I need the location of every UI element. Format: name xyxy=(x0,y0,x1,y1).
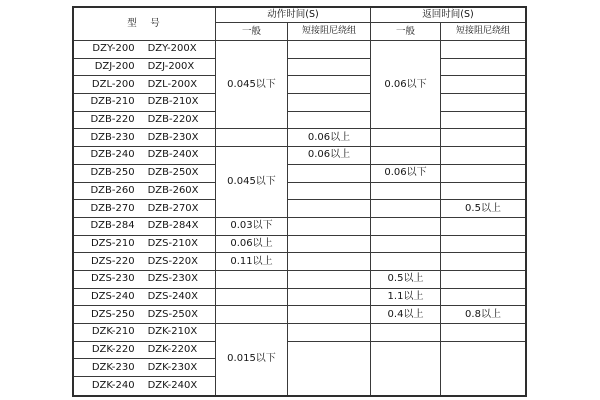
model-name-base: DZB-250 xyxy=(90,167,135,179)
header-action-general: 一般 xyxy=(216,23,288,41)
cell-action-general-r14 xyxy=(216,271,288,289)
cell-action-short-damping-r13 xyxy=(288,253,371,271)
model-name-base: DZB-284 xyxy=(90,220,135,232)
cell-return-short-damping-r8 xyxy=(441,165,525,183)
model-name-x: DZS-230X xyxy=(147,273,199,285)
cell-return-general-r18 xyxy=(371,342,441,395)
cell-return-general-r8: 0.06以下 xyxy=(371,165,441,183)
model-cell-r18 xyxy=(74,342,216,360)
cell-return-general-r13 xyxy=(371,253,441,271)
cell-action-short-damping-r15 xyxy=(288,289,371,307)
model-name-base: DZB-260 xyxy=(90,184,135,196)
cell-action-short-damping-r17 xyxy=(288,324,371,342)
cell-return-general-r9 xyxy=(371,183,441,201)
model-name-base: DZK-240 xyxy=(91,379,135,391)
cell-return-short-damping-r11 xyxy=(441,218,525,236)
model-cell-r8 xyxy=(74,165,216,183)
model-cell-r1 xyxy=(74,41,216,59)
cell-return-general-r10 xyxy=(371,200,441,218)
cell-return-general-r17 xyxy=(371,324,441,342)
cell-action-short-damping-r18 xyxy=(288,342,371,395)
model-cell-r3 xyxy=(74,76,216,94)
model-name-x: DZB-270X xyxy=(147,202,199,214)
model-name-x: DZS-220X xyxy=(147,255,199,267)
cell-return-short-damping-r2 xyxy=(441,59,525,77)
cell-action-general-r16 xyxy=(216,306,288,324)
cell-return-short-damping-r1 xyxy=(441,41,525,59)
model-name-base: DZS-230 xyxy=(90,273,135,285)
cell-action-general-r1: 0.045以下 xyxy=(216,41,288,129)
cell-return-general-r1: 0.06以下 xyxy=(371,41,441,129)
cell-return-short-damping-r10: 0.5以上 xyxy=(441,200,525,218)
header-return-time: 返回时间(S) xyxy=(371,8,525,23)
cell-action-general-r7: 0.045以下 xyxy=(216,147,288,218)
model-name-x: DZB-250X xyxy=(147,167,199,179)
model-name-x: DZK-230X xyxy=(147,361,198,373)
model-name-x: DZB-260X xyxy=(147,184,199,196)
model-cell-r7 xyxy=(74,147,216,165)
model-cell-r11 xyxy=(74,218,216,236)
model-name-x: DZB-210X xyxy=(147,96,199,108)
model-name-base: DZJ-200 xyxy=(94,61,135,73)
cell-action-short-damping-r9 xyxy=(288,183,371,201)
cell-return-short-damping-r18 xyxy=(441,342,525,395)
model-name-x: DZY-200X xyxy=(147,43,197,55)
cell-action-general-r12: 0.06以上 xyxy=(216,236,288,254)
model-cell-r19 xyxy=(74,359,216,377)
model-cell-r5 xyxy=(74,112,216,130)
cell-action-short-damping-r2 xyxy=(288,59,371,77)
cell-action-general-r17: 0.015以下 xyxy=(216,324,288,395)
cell-action-short-damping-r5 xyxy=(288,112,371,130)
cell-return-short-damping-r17 xyxy=(441,324,525,342)
model-name-base: DZS-240 xyxy=(90,290,135,302)
model-name-base: DZB-230 xyxy=(90,131,135,143)
model-name-x: DZK-210X xyxy=(147,326,198,338)
model-name-x: DZS-250X xyxy=(147,308,199,320)
cell-return-short-damping-r4 xyxy=(441,94,525,112)
model-name-base: DZK-210 xyxy=(91,326,135,338)
cell-action-short-damping-r14 xyxy=(288,271,371,289)
model-cell-r6 xyxy=(74,129,216,147)
model-name-base: DZS-220 xyxy=(90,255,135,267)
cell-action-short-damping-r10 xyxy=(288,200,371,218)
header-model: 型 号 xyxy=(74,8,216,41)
cell-return-general-r15: 1.1以上 xyxy=(371,289,441,307)
model-cell-r10 xyxy=(74,200,216,218)
cell-return-short-damping-r15 xyxy=(441,289,525,307)
model-name-x: DZS-210X xyxy=(147,237,199,249)
model-cell-r17 xyxy=(74,324,216,342)
model-cell-r20 xyxy=(74,377,216,395)
model-cell-r15 xyxy=(74,289,216,307)
cell-action-general-r11: 0.03以下 xyxy=(216,218,288,236)
model-name-x: DZK-240X xyxy=(147,379,198,391)
model-name-x: DZB-230X xyxy=(147,131,199,143)
cell-return-general-r6 xyxy=(371,129,441,147)
cell-return-general-r11 xyxy=(371,218,441,236)
cell-return-general-r12 xyxy=(371,236,441,254)
model-name-base: DZS-250 xyxy=(90,308,135,320)
model-name-base: DZK-230 xyxy=(91,361,135,373)
model-cell-r12 xyxy=(74,236,216,254)
cell-return-short-damping-r5 xyxy=(441,112,525,130)
cell-action-short-damping-r16 xyxy=(288,306,371,324)
cell-return-short-damping-r7 xyxy=(441,147,525,165)
header-return-general: 一般 xyxy=(371,23,441,41)
model-cell-r2 xyxy=(74,59,216,77)
cell-return-short-damping-r6 xyxy=(441,129,525,147)
cell-return-short-damping-r16: 0.8以上 xyxy=(441,306,525,324)
cell-return-short-damping-r9 xyxy=(441,183,525,201)
model-cell-r16 xyxy=(74,306,216,324)
header-action-time: 动作时间(S) xyxy=(216,8,371,23)
model-name-base: DZB-210 xyxy=(90,96,135,108)
cell-action-general-r13: 0.11以上 xyxy=(216,253,288,271)
model-name-base: DZB-220 xyxy=(90,114,135,126)
model-name-base: DZB-270 xyxy=(90,202,135,214)
cell-return-general-r7 xyxy=(371,147,441,165)
header-action-short-damping: 短接阻尼绕组 xyxy=(288,23,371,41)
cell-action-general-r15 xyxy=(216,289,288,307)
model-name-x: DZJ-200X xyxy=(147,61,195,73)
model-cell-r4 xyxy=(74,94,216,112)
cell-return-short-damping-r12 xyxy=(441,236,525,254)
model-name-x: DZK-220X xyxy=(147,344,198,356)
model-name-base: DZB-240 xyxy=(90,149,135,161)
cell-return-general-r16: 0.4以上 xyxy=(371,306,441,324)
header-return-short-damping: 短接阻尼绕组 xyxy=(441,23,525,41)
model-name-base: DZY-200 xyxy=(92,43,135,55)
cell-action-short-damping-r11 xyxy=(288,218,371,236)
cell-action-short-damping-r4 xyxy=(288,94,371,112)
cell-return-general-r14: 0.5以上 xyxy=(371,271,441,289)
spec-table xyxy=(72,6,527,397)
cell-return-short-damping-r14 xyxy=(441,271,525,289)
model-cell-r9 xyxy=(74,183,216,201)
cell-action-general-r6 xyxy=(216,129,288,147)
model-name-x: DZL-200X xyxy=(147,78,198,90)
cell-action-short-damping-r1 xyxy=(288,41,371,59)
cell-action-short-damping-r7: 0.06以上 xyxy=(288,147,371,165)
model-name-x: DZB-284X xyxy=(147,220,199,232)
model-cell-r13 xyxy=(74,253,216,271)
model-name-base: DZK-220 xyxy=(91,344,135,356)
model-name-base: DZL-200 xyxy=(91,78,135,90)
model-name-x: DZB-240X xyxy=(147,149,199,161)
cell-return-short-damping-r13 xyxy=(441,253,525,271)
model-cell-r14 xyxy=(74,271,216,289)
model-name-x: DZB-220X xyxy=(147,114,199,126)
cell-action-short-damping-r6: 0.06以上 xyxy=(288,129,371,147)
cell-action-short-damping-r12 xyxy=(288,236,371,254)
model-name-x: DZS-240X xyxy=(147,290,199,302)
cell-return-short-damping-r3 xyxy=(441,76,525,94)
cell-action-short-damping-r8 xyxy=(288,165,371,183)
cell-action-short-damping-r3 xyxy=(288,76,371,94)
model-name-base: DZS-210 xyxy=(90,237,135,249)
